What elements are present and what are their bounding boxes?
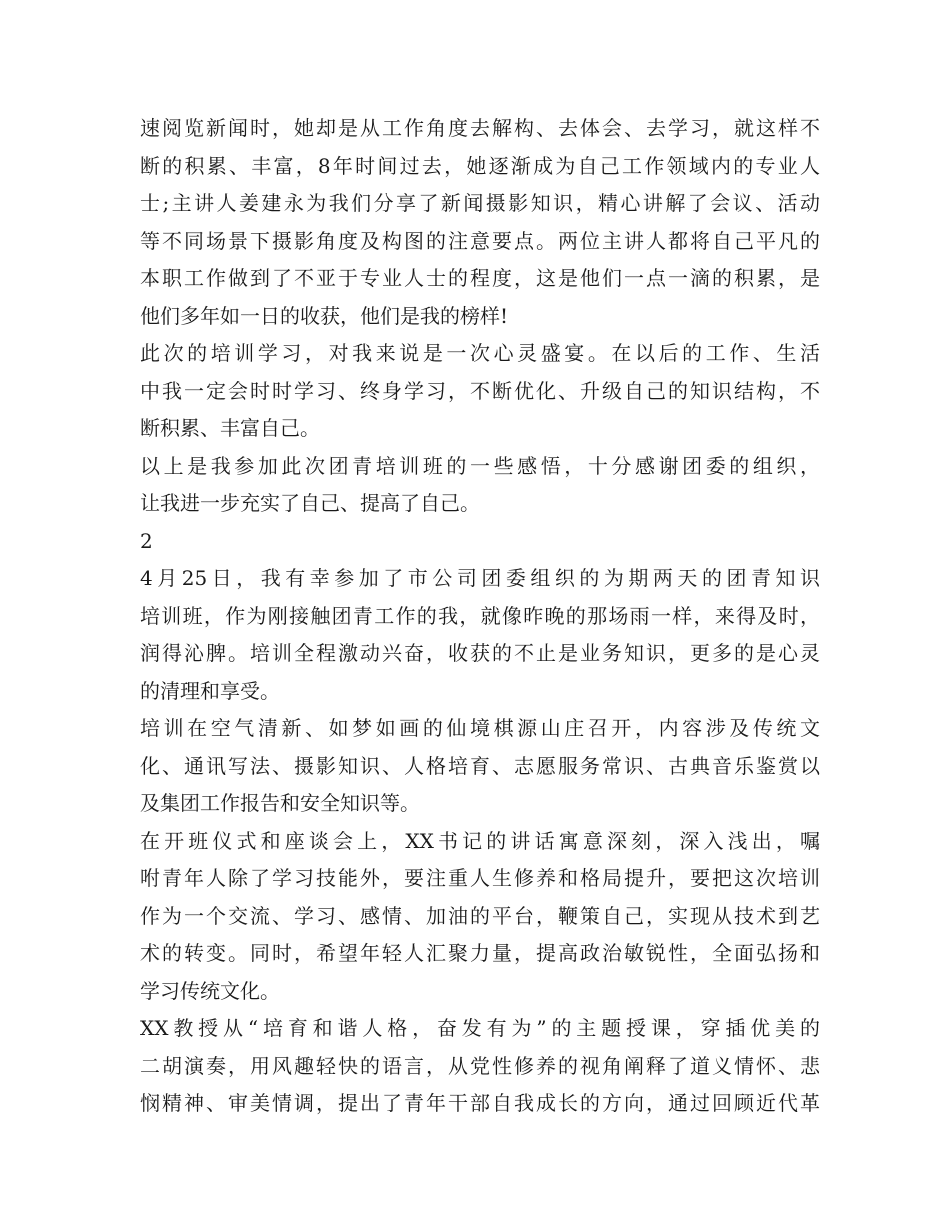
text-line: 等不同场景下摄影角度及构图的注意要点。两位主讲人都将自己平凡的 [140, 228, 820, 253]
text-line: 他们多年如一日的收获，他们是我的榜样! [140, 303, 509, 328]
text-line: 让我进一步充实了自己、提高了自己。 [140, 491, 480, 515]
text-line: 培训班，作为刚接触团青工作的我，就像昨晚的那场雨一样，来得及时， [140, 603, 820, 628]
text-line: 培训在空气清新、如梦如画的仙境棋源山庄召开，内容涉及传统文 [140, 716, 820, 740]
text-line: 断的积累、丰富，8年时间过去，她逐渐成为自己工作领域内的专业人 [140, 153, 820, 178]
text-line: 的清理和享受。 [140, 678, 280, 703]
text-line: 2 [140, 528, 153, 553]
text-line: 悯精神、审美情调，提出了青年干部自我成长的方向，通过回顾近代革 [140, 1091, 820, 1115]
text-line: XX教授从“培育和谐人格，奋发有为”的主题授课，穿插优美的 [140, 1016, 820, 1040]
text-line: 二胡演奏，用风趣轻快的语言，从党性修养的视角阐释了道义情怀、悲 [140, 1053, 820, 1078]
text-line: 4月25日，我有幸参加了市公司团委组织的为期两天的团青知识 [140, 566, 820, 590]
text-line: 速阅览新闻时，她却是从工作角度去解构、去体会、去学习，就这样不 [140, 116, 820, 140]
text-line: 士;主讲人姜建永为我们分享了新闻摄影知识，精心讲解了会议、活动 [140, 191, 820, 215]
text-line: 断积累、丰富自己。 [140, 416, 320, 440]
document-body [140, 110, 820, 1123]
text-line: 咐青年人除了学习技能外，要注重人生修养和格局提升，要把这次培训 [140, 866, 820, 890]
text-line: 以上是我参加此次团青培训班的一些感悟，十分感谢团委的组织， [140, 453, 820, 478]
text-line: 本职工作做到了不亚于专业人士的程度，这是他们一点一滴的积累，是 [140, 266, 820, 290]
text-line: 润得沁脾。培训全程激动兴奋，收获的不止是业务知识，更多的是心灵 [140, 641, 820, 665]
text-line: 作为一个交流、学习、感情、加油的平台，鞭策自己，实现从技术到艺 [140, 903, 820, 928]
text-line: 中我一定会时时学习、终身学习，不断优化、升级自己的知识结构，不 [140, 378, 820, 403]
text-line: 在开班仪式和座谈会上，XX书记的讲话寓意深刻，深入浅出，嘱 [140, 828, 820, 853]
text-line: 学习传统文化。 [140, 978, 280, 1003]
text-line: 及集团工作报告和安全知识等。 [140, 791, 420, 815]
text-line: 此次的培训学习，对我来说是一次心灵盛宴。在以后的工作、生活 [140, 341, 820, 365]
text-line: 化、通讯写法、摄影知识、人格培育、志愿服务常识、古典音乐鉴赏以 [140, 753, 820, 778]
text-line: 术的转变。同时，希望年轻人汇聚力量，提高政治敏锐性，全面弘扬和 [140, 941, 820, 965]
